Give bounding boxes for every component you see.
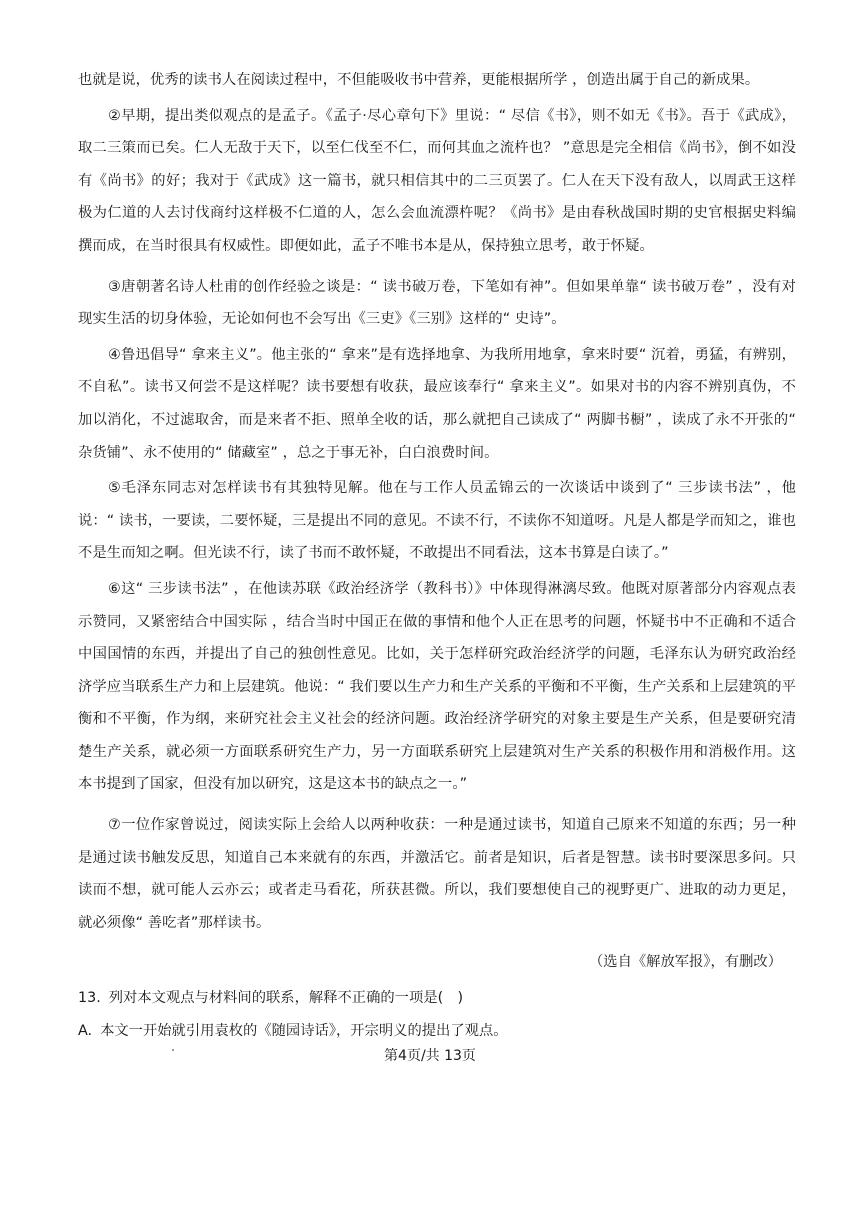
option-a-label: A.: [78, 1023, 93, 1040]
paragraph-1: 也就是说，优秀的读书人在阅读过程中，不但能吸收书中营养，更能根据所学 ，创造出属于自己的新成果。: [78, 72, 760, 88]
article-body: [78, 64, 796, 1047]
question-text: 列对本文观点与材料间的联系，解释不正确的一项是( ): [108, 990, 464, 1007]
paragraph-5: ⑤毛泽东同志对怎样读书有其独特见解。他在与工作人员孟锦云的一次谈话中谈到了“ 三步读书法” ，他说：“ 读书，一要读，二要怀疑，三是提出不同的意见。不读不行，不读你不知道呀。凡是人都是学而知之，谁也不是生而知之啊。但光读不行，读了书而不敢怀疑，不敢提出不同看法，这本书算是白读了。”: [78, 480, 796, 562]
option-a: [78, 1015, 796, 1047]
paragraph-7: ⑦一位作家曾说过，阅读实际上会给人以两种收获：一种是通过读书，知道自己原来不知道的东西；另一种是通过读书触发反思，知道自己本来就有的东西，并激活它。前者是知识，后者是智慧。读书时要深思多问。只读而不想，就可能人云亦云；或者走马看花，所获甚微。所以，我们要想使自己的视野更广、进取的动力更足，就必须像“ 善吃者”那样读书。: [78, 817, 796, 931]
page-footer: 第4页/共 13页: [384, 1048, 476, 1064]
paragraph-3: ③唐朝著名诗人杜甫的创作经验之谈是：“ 读书破万卷，下笔如有神”。但如果单靠“ 读书破万卷” ，没有对现实生活的切身体验，无论如何也不会写出《三吏》《三别》这样的“ 史诗”。: [78, 278, 796, 328]
source-citation: （选自《解放军报》，有删改）: [588, 954, 782, 971]
paragraph-4: ④鲁迅倡导“ 拿来主义”。他主张的“ 拿来”是有选择地拿、为我所用地拿，拿来时要“ 沉着，勇猛，有辨别，不自私”。读书又何尝不是这样呢？读书要想有收获，最应该奉行“ 拿来主义”。如果对书的内容不辨别真伪，不加以消化，不过滤取舍，而是来者不拒、照单全收的话，那么就把自己读成了“ 两脚书橱” ，读成了永不开张的“ 杂货铺”、永不使用的“ 储藏室” ，总之于事无补，白白浪费时间。: [78, 346, 796, 461]
question-13: [78, 981, 796, 1015]
option-a-text: 本文一开始就引用袁枚的《随园诗话》，开宗明义的提出了观点。: [100, 1023, 508, 1040]
paragraph-6: ⑥这“ 三步读书法” ，在他读苏联《政治经济学（教科书）》中体现得淋漓尽致。他既对原著部分内容观点表示赞同，又紧密结合中国实际 ，结合当时中国正在做的事情和他个人正在思考的问题，怀疑书中不正确和不适合中国国情的东西，并提出了自己的独创性意见。比如，关于怎样研究政治经济学的问题，毛泽东认为研究政治经济学应当联系生产力和上层建筑。他说：“ 我们要以生产力和生产关系的平衡和不平衡，生产关系和上层建筑的平衡和不平衡，作为纲，来研究社会主义社会的经济问题。政治经济学研究的对象主要是生产关系，但是要研究清楚生产关系，就必须一方面联系研究生产力，另一方面联系研究上层建筑对生产关系的积极作用和消极作用。这本书提到了国家，但没有加以研究，这是这本书的缺点之一。”: [78, 580, 796, 793]
question-number: 13.: [78, 990, 101, 1007]
paragraph-2: ②早期，提出类似观点的是孟子。《孟子·尽心章句下》里说：“ 尽信《书》，则不如无《书》。吾于《武成》，取二三策而已矣。仁人无敌于天下，以至仁伐至不仁，而何其血之流杵也？ ”意思是完全相信《尚书》，倒不如没有《尚书》的好；我对于《武成》这一篇书，就只相信其中的二三页罢了。仁人在天下没有敌人，以周武王这样极为仁道的人去讨伐商纣这样极不仁道的人，怎么会血流漂杵呢？《尚书》是由春秋战国时期的史官根据史料编撰而成，在当时很具有权威性。即便如此，孟子不唯书本是从，保持独立思考，敢于怀疑。: [78, 107, 796, 254]
